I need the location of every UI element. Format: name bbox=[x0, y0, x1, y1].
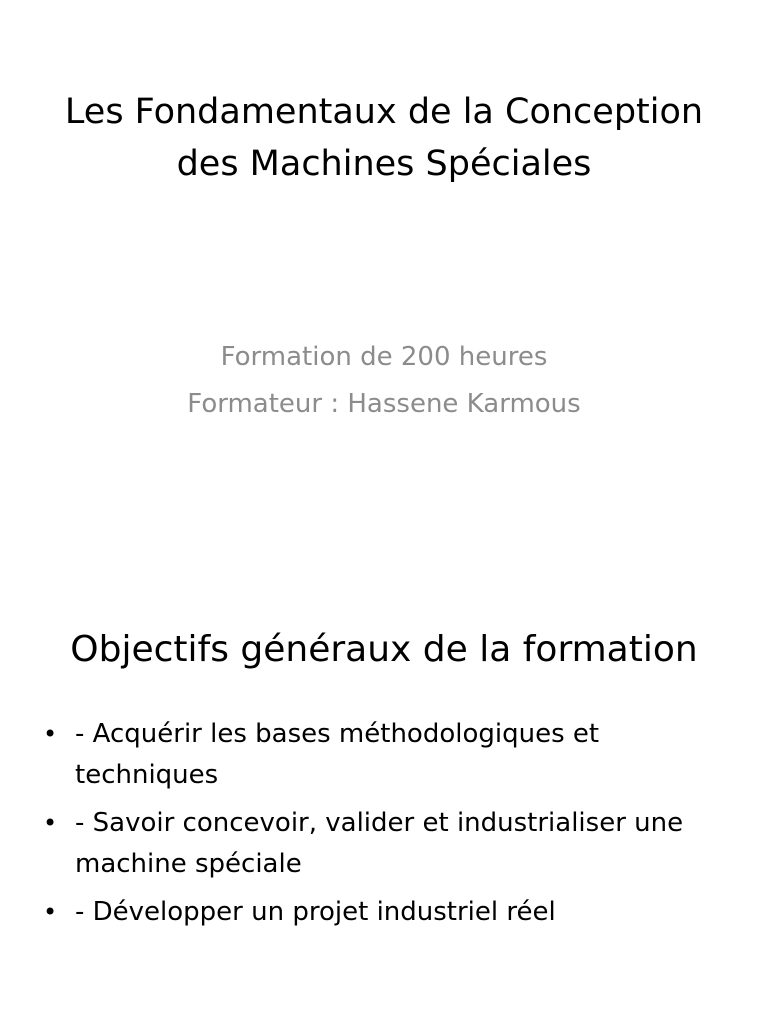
slide-title-line: des Machines Spéciales bbox=[176, 144, 592, 184]
slide-title-line: Les Fondamentaux de la Conception bbox=[64, 92, 704, 132]
bullet-icon: • bbox=[43, 898, 58, 926]
objectives-title: Objectifs généraux de la formation bbox=[70, 629, 698, 670]
objective-text: - Acquérir les bases méthodologiques et techniques bbox=[75, 719, 600, 790]
objective-item bbox=[40, 803, 730, 885]
objectives-list bbox=[40, 714, 730, 940]
slide-subtitle bbox=[60, 334, 708, 428]
objectives-slide bbox=[0, 576, 768, 1024]
subtitle-duration: Formation de 200 heures bbox=[220, 342, 548, 372]
objective-text: - Développer un projet industriel réel bbox=[75, 897, 556, 927]
bullet-icon: • bbox=[43, 720, 58, 748]
objective-item bbox=[40, 892, 730, 933]
objective-text: - Savoir concevoir, valider et industrialiser une machine spéciale bbox=[75, 808, 684, 879]
objective-item bbox=[40, 714, 730, 796]
subtitle-trainer: Formateur : Hassene Karmous bbox=[187, 389, 581, 419]
slide-title bbox=[40, 86, 728, 190]
bullet-icon: • bbox=[43, 809, 58, 837]
